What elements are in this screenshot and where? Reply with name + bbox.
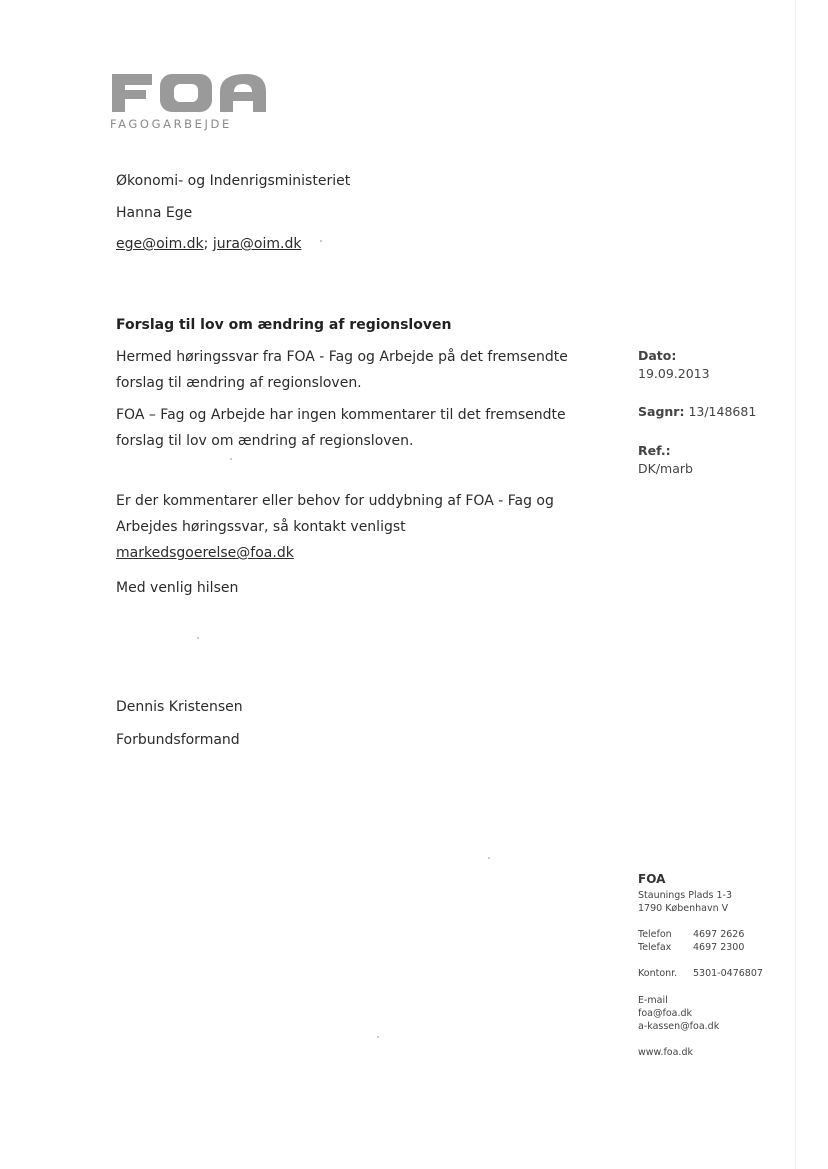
recipient-emails: [116, 236, 301, 252]
footer-email-2[interactable]: a-kassen@foa.dk: [638, 1021, 720, 1032]
scan-margin-line: [795, 0, 796, 1169]
scan-speck: [197, 637, 199, 639]
fax-label: Telefax: [638, 942, 672, 953]
recipient-name: Hanna Ege: [116, 205, 193, 221]
footer-email-label: E-mail: [638, 995, 668, 1006]
closing-greeting: Med venlig hilsen: [116, 580, 239, 596]
footer-phone: [638, 929, 744, 940]
case-number: [638, 404, 756, 419]
body-paragraph-1: Hermed høringssvar fra FOA - Fag og Arbejde på det fremsendte forslag til ændring af regionsloven.: [116, 349, 568, 391]
scan-speck: [377, 1036, 379, 1038]
footer-address-2: 1790 København V: [638, 903, 729, 914]
email-separator: ;: [203, 236, 209, 252]
account-label: Kontonr.: [638, 968, 678, 979]
ref-value: DK/marb: [638, 461, 693, 476]
recipient-organization: Økonomi- og Indenrigsministeriet: [116, 173, 351, 189]
scan-speck: [488, 857, 490, 859]
contact-email-link[interactable]: markedsgoerelse@foa.dk: [116, 545, 294, 561]
scan-speck: [230, 458, 232, 460]
date-label: Dato:: [638, 348, 677, 363]
recipient-email-link-2[interactable]: jura@oim.dk: [212, 236, 302, 252]
logo-tagline: FAGOGARBEJDE: [110, 117, 232, 131]
letter-subject: Forslag til lov om ændring af regionsloven: [116, 317, 452, 333]
signer-title: Forbundsformand: [116, 732, 240, 748]
footer-org: FOA: [638, 872, 666, 886]
scan-speck: [320, 240, 322, 242]
body-paragraph-3-text: Er der kommentarer eller behov for uddybning af FOA - Fag og Arbejdes høringssvar, så kontakt venligst: [116, 493, 554, 535]
account-value: 5301-0476807: [693, 968, 763, 979]
footer-email-1[interactable]: foa@foa.dk: [638, 1008, 693, 1019]
ref-label: Ref.:: [638, 443, 671, 458]
body-paragraph-3: [116, 488, 586, 566]
recipient-email-link-1[interactable]: ege@oim.dk: [116, 236, 204, 252]
footer-address-1: Staunings Plads 1-3: [638, 890, 732, 901]
footer-account: [638, 968, 763, 979]
signer-name: Dennis Kristensen: [116, 699, 243, 715]
date-value: 19.09.2013: [638, 366, 710, 381]
footer-fax: [638, 942, 744, 953]
case-value: 13/148681: [688, 404, 757, 419]
footer-website[interactable]: www.foa.dk: [638, 1047, 693, 1058]
phone-label: Telefon: [638, 929, 672, 940]
body-paragraph-2: FOA – Fag og Arbejde har ingen kommentarer til det fremsendte forslag til lov om ændring af regionsloven.: [116, 407, 566, 449]
phone-value: 4697 2626: [693, 929, 745, 940]
case-label: Sagnr:: [638, 404, 685, 419]
fax-value: 4697 2300: [693, 942, 745, 953]
